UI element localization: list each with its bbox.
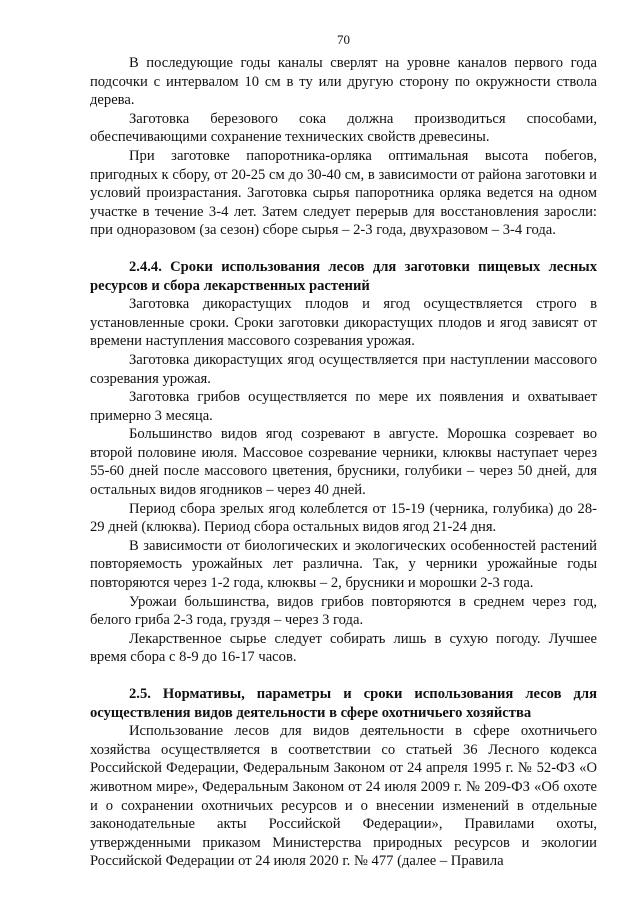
page-number: 70 (337, 32, 350, 47)
paragraph-yield-recurrence: В зависимости от биологических и экологических особенностей растений повторяемость урожайных лет различна. Так, у черники урожайные годы повторяются через 1-2 года, клюквы – 2, брусники и морошки 2-3 года. (90, 537, 597, 592)
document-page (90, 32, 597, 871)
section-heading-2-4-4: 2.4.4. Сроки использования лесов для заготовки пищевых лесных ресурсов и сбора лекарственных растений (90, 258, 597, 294)
paragraph-wild-berries: Заготовка дикорастущих ягод осуществляется при наступлении массового созревания урожая. (90, 351, 597, 387)
paragraph-bracken-fern: При заготовке папоротника-орляка оптимальная высота побегов, пригодных к сбору, от 20-25 см до 30-40 см, в зависимости от района заготовки и условий произрастания. Заготовка сырья папоротника орляка ведется на одном участке в течение 3-4 лет. Затем следует перерыв для восстановления заросли: при одноразовом (за сезон) сборе сырья – 2-3 года, двухразовом – 3-4 года. (90, 147, 597, 239)
paragraph-mushroom-yields: Урожаи большинства, видов грибов повторяются в среднем через год, белого гриба 2-3 года, груздя – через 3 года. (90, 593, 597, 629)
paragraph-drilling-channels: В последующие годы каналы сверлят на уровне каналов первого года подсочки с интервалом 10 см в ту или другую сторону по окружности ствола дерева. (90, 55, 597, 109)
paragraph-harvest-period: Период сбора зрелых ягод колеблется от 15-19 (черника, голубика) до 28-29 дней (клюква). Период сбора остальных видов ягод 21-24 дня. (90, 500, 597, 536)
paragraph-berry-ripening: Большинство видов ягод созревают в августе. Морошка созревает во второй половине июля. Массовое созревание черники, клюквы наступает через 55-60 дней после массового цветения, брусники, голубики – через 50 дней, для остальных видов ягодников – через 40 дней. (90, 426, 597, 499)
paragraph-birch-sap: Заготовка березового сока должна производиться способами, обеспечивающими сохранение технических свойств древесины. (90, 110, 597, 146)
paragraph-mushrooms: Заготовка грибов осуществляется по мере их появления и охватывает примерно 3 месяца. (90, 389, 597, 424)
paragraph-medicinal-raw: Лекарственное сырье следует собирать лишь в сухую погоду. Лучшее время сбора с 8-9 до 16-17 часов. (90, 630, 597, 666)
section-heading-2-5: 2.5. Нормативы, параметры и сроки использования лесов для осуществления видов деятельности в сфере охотничьего хозяйства (90, 686, 597, 721)
paragraph-hunting-use: Использование лесов для видов деятельности в сфере охотничьего хозяйства осуществляется в соответствии со статьей 36 Лесного кодекса Российской Федерации, Федеральным Законом от 24 апреля 1995 г. № 52-ФЗ «О животном мире», Федеральным Законом от 24 июля 2009 г. № 209-ФЗ «Об охоте и о сохранении охотничьих ресурсов и о внесении изменений в отдельные законодательные акты Российской Федерации», Правилами охоты, утвержденными приказом Министерства природных ресурсов и экологии Российской Федерации от 24 июля 2020 г. № 477 (далее – Правила (90, 723, 597, 870)
paragraph-wild-fruits-terms: Заготовка дикорастущих плодов и ягод осуществляется строго в установленные сроки. Сроки заготовки дикорастущих плодов и ягод зависят от времени наступления массового созревания урожая. (90, 296, 597, 350)
